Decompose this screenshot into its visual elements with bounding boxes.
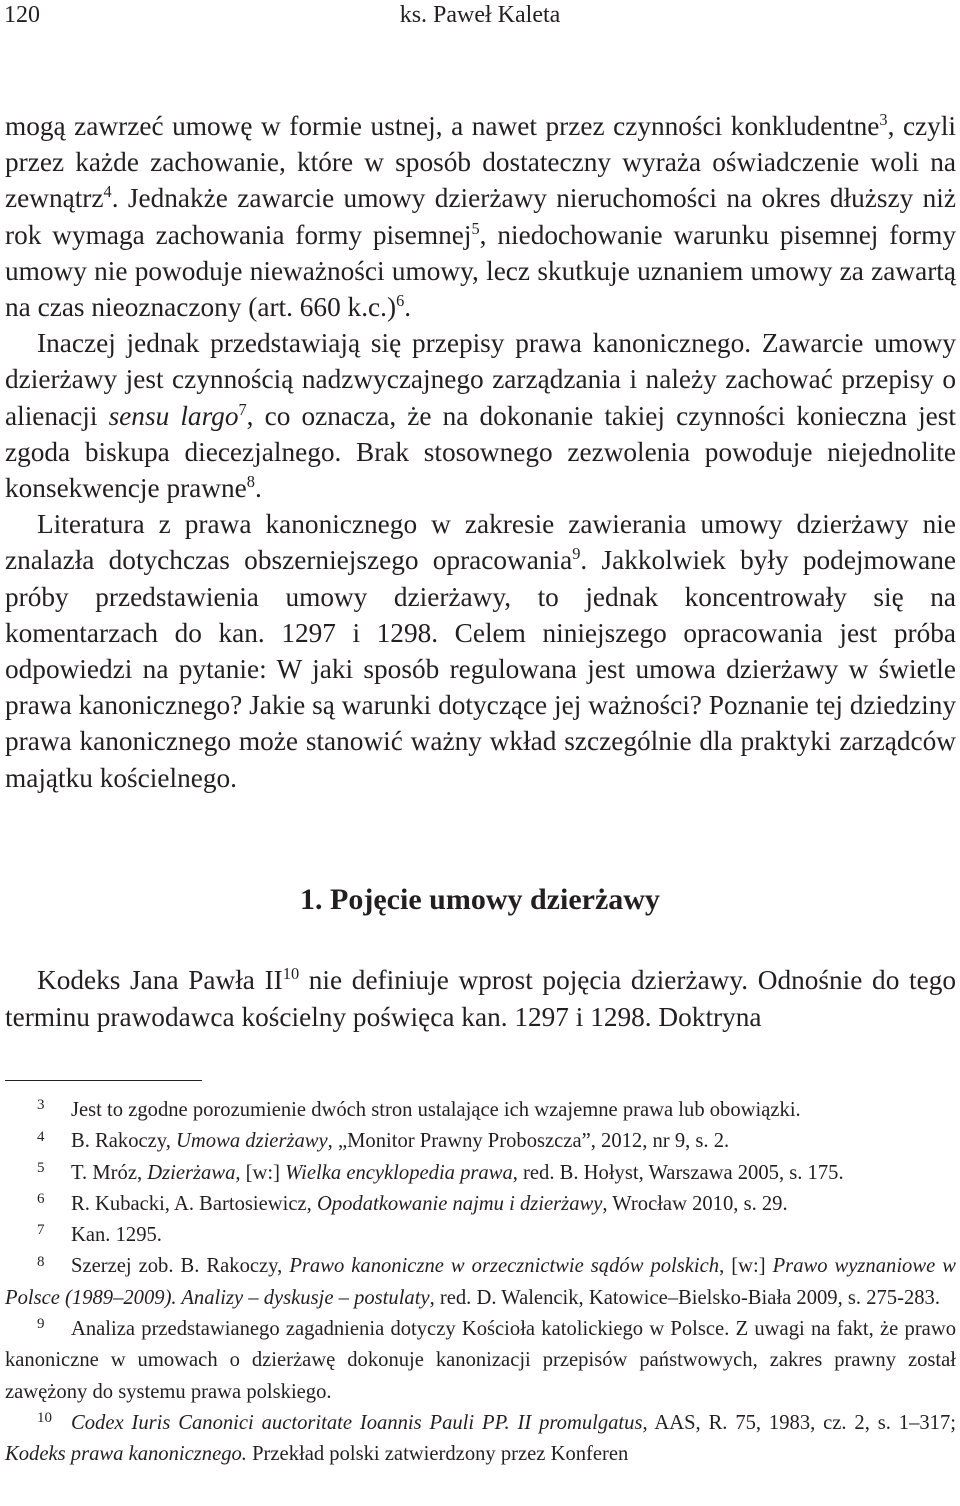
footnote-7: 7 Kan. 1295. (37, 1222, 162, 1247)
footnote-ref-10[interactable]: 10 (282, 963, 300, 983)
footnotes (5, 1095, 956, 1471)
footnote-ref-5[interactable]: 5 (471, 218, 480, 238)
footnote-ref-9[interactable]: 9 (572, 544, 581, 564)
footnote-10: 10 Codex Iuris Canonici auctoritate Ioannis Pauli PP. II promulgatus, AAS, R. 75, 1983, cz. 2, s. 1–317; Kodeks prawa kanonicznego. Przekład polski zatwierdzony przez Konferen (5, 1410, 956, 1466)
main-text (5, 108, 956, 796)
footnote-9: 9 Analiza przedstawianego zagadnienia dotyczy Kościoła katolickiego w Polsce. Z uwagi na fakt, że prawo kanoniczne w umowach o dzierżawę dokonuje kanonizacji przepisów państwowych, zakres prawny został zawężony do systemu prawa polskiego. (5, 1316, 956, 1403)
footnote-8: 8 Szerzej zob. B. Rakoczy, Prawo kanoniczne w orzecznictwie sądów polskich, [w:] Prawo wyznaniowe w Polsce (1989–2009). Analizy – dyskusje – postulaty, red. D. Walencik, Katowice–Bielsko-Biała 2009, s. 275-283. (5, 1253, 956, 1309)
running-head: ks. Paweł Kaleta (399, 2, 561, 28)
page-number: 120 (4, 2, 40, 28)
footnote-separator (5, 1080, 202, 1081)
footnote-6: 6 R. Kubacki, A. Bartosiewicz, Opodatkowanie najmu i dzierżawy, Wrocław 2010, s. 29. (37, 1191, 788, 1215)
footnote-ref-3[interactable]: 3 (879, 109, 888, 129)
paragraph-3: Literatura z prawa kanonicznego w zakresie zawierania umowy dzierżawy nie znalazła dotychczas obszerniejszego opracowania$^9$. Jakkolwiek były podejmowane próby przedstawienia umowy dzierżawy, to jednak koncentrowały się na komentarzach do kan. 1297 i 1298. Celem niniejszego opracowania jest próba odpowiedzi na pytanie: W jaki sposób regulowana jest umowa dzierżawy w świetle prawa kanonicznego? Jakie są warunki dotyczące jej ważności? Poznanie tej dziedziny prawa kanonicznego może stanowić ważny wkład szczególnie dla praktyki zarządców majątku kościelnego. (5, 509, 956, 793)
footnote-ref-8[interactable]: 8 (246, 471, 255, 491)
footnote-ref-7[interactable]: 7 (238, 399, 247, 419)
footnote-4: 4 B. Rakoczy, Umowa dzierżawy, „Monitor Prawny Proboszcza”, 2012, nr 9, s. 2. (37, 1128, 730, 1153)
footnote-5: 5 T. Mróz, Dzierżawa, [w:] Wielka encyklopedia prawa, red. B. Hołyst, Warszawa 2005, s. 175. (37, 1159, 844, 1184)
section-heading: 1. Pojęcie umowy dzierżawy (300, 883, 660, 916)
footnote-ref-4[interactable]: 4 (103, 182, 112, 202)
page-header (0, 0, 960, 34)
paragraph-4: Kodeks Jana Pawła II$^{10}$ nie definiuje wprost pojęcia dzierżawy. Odnośnie do tego terminu prawodawca kościelny poświęca kan. 1297 i 1298. Doktryna (5, 963, 956, 1032)
footnote-3: 3 Jest to zgodne porozumienie dwóch stron ustalające ich wzajemne prawa lub obowiązki. (37, 1097, 801, 1121)
paragraph-1: mogą zawrzeć umowę w formie ustnej, a nawet przez czynności konkludentne$^3$, czyli przez każde zachowanie, które w sposób dostateczny wyraża oświadczenie woli na zewnątrz$^4$. Jednakże zawarcie umowy dzierżawy nieruchomości na okres dłuższy niż rok wymaga zachowania formy pisemnej$^5$, niedochowanie warunku pisemnej formy umowy nie powoduje nieważności umowy, lecz skutkuje uznaniem umowy za zawartą na czas nieoznaczony (art. 660 k.c.)$^6$. (5, 109, 956, 323)
section-text (5, 962, 956, 1036)
footnote-ref-6[interactable]: 6 (396, 290, 405, 310)
paragraph-2: Inaczej jednak przedstawiają się przepisy prawa kanonicznego. Zawarcie umowy dzierżawy jest czynnością nadzwyczajnego zarządzania i należy zachować przepisy o alienacji sensu largo$^7$, co oznacza, że na dokonanie takiej czynności konieczna jest zgoda biskupa diecezjalnego. Brak stosownego zezwolenia powoduje niejednolite konsekwencje prawne$^8$. (5, 328, 956, 504)
